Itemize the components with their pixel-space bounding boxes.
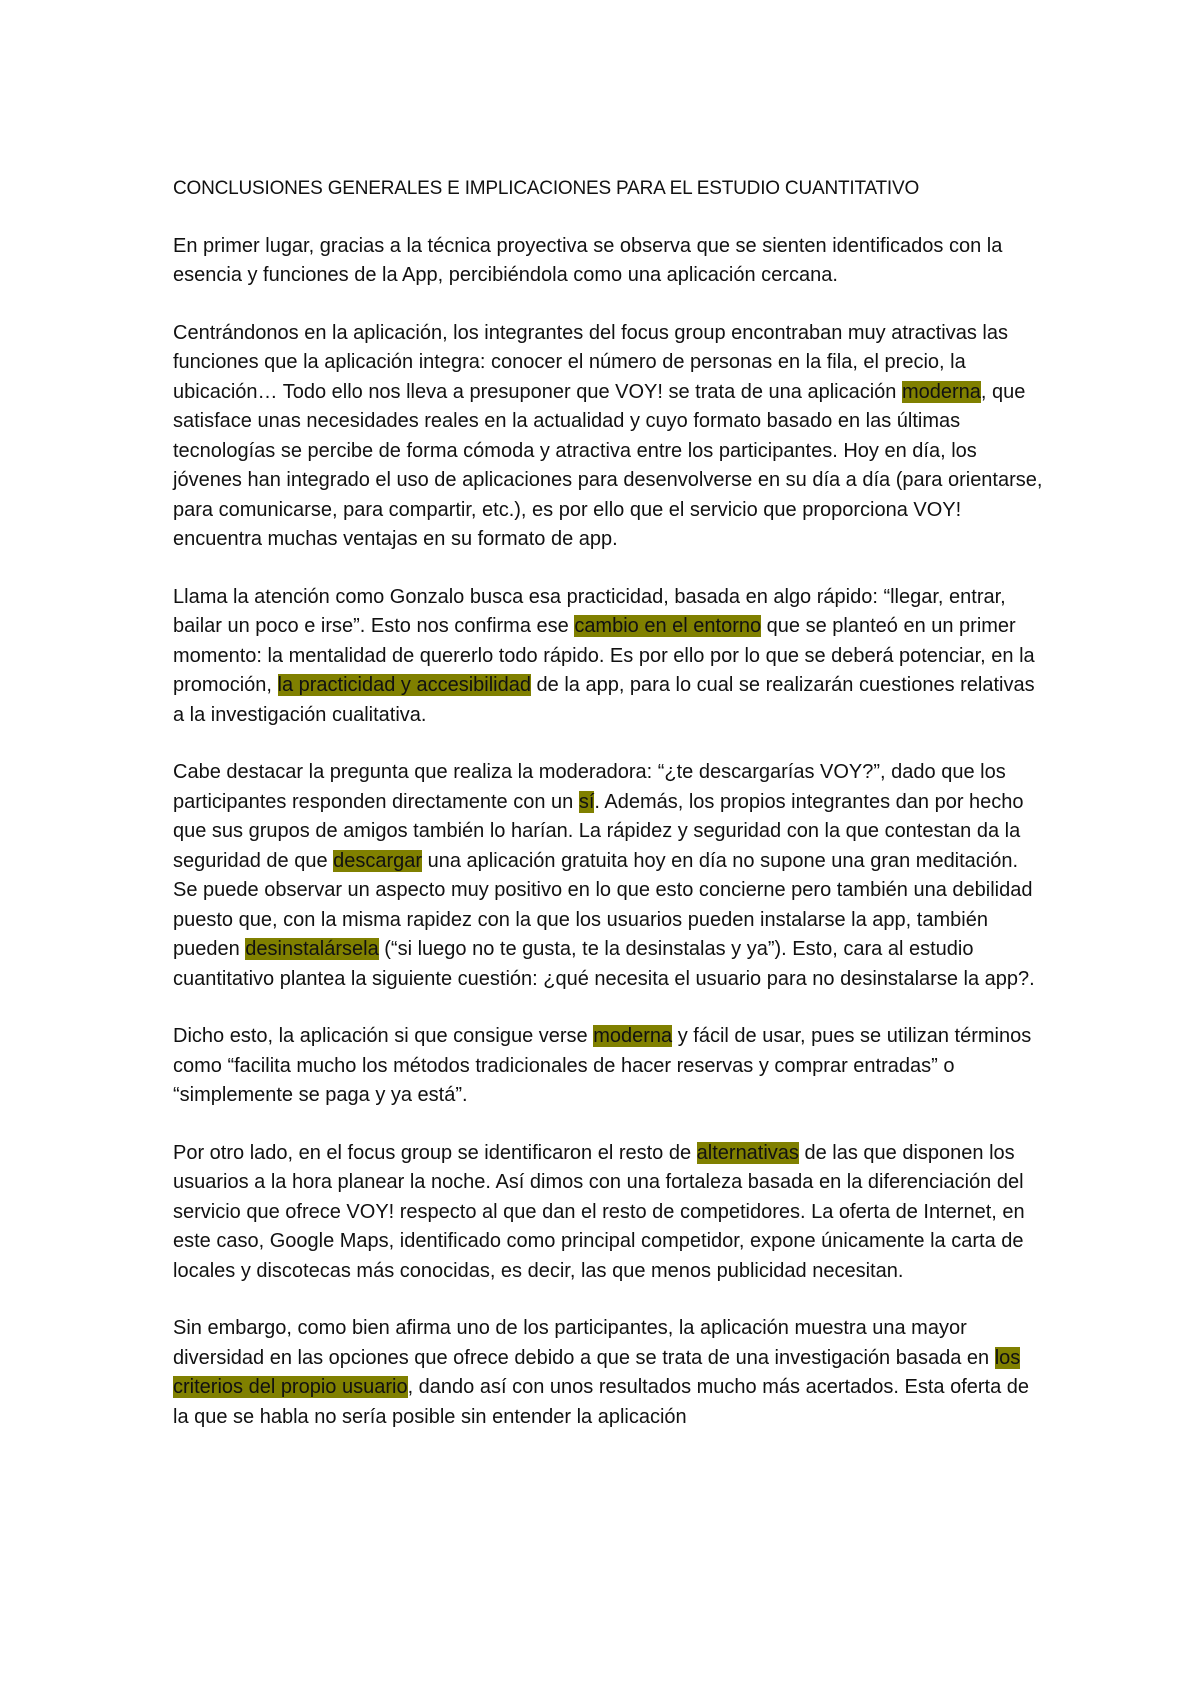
- document-body: [173, 174, 1043, 1460]
- paragraph-text: Cabe destacar la pregunta que realiza la moderadora: “¿te descargarías VOY?”, dado que los participantes responden directamente con un: [173, 761, 1006, 813]
- paragraph-text: . Además, los propios integrantes dan por hecho que sus grupos de amigos también lo harían. La rápidez y seguridad con la que contestan da la seguridad de que: [173, 790, 1024, 872]
- paragraph-text: que se planteó en un primer momento: la mentalidad de quererlo todo rápido. Es por ello por lo que se deberá potenciar, en la promoción,: [173, 615, 1035, 696]
- highlighted-phrase: alternativas: [696, 1141, 799, 1164]
- highlighted-phrase: moderna: [901, 380, 981, 403]
- paragraph-list: [173, 232, 1043, 1433]
- paragraph-text: una aplicación gratuita hoy en día no supone una gran meditación. Se puede observar un aspecto muy positivo en lo que esto concierne pero también una debilidad puesto que, con la misma rapidez con la que los usuarios pueden instalarse la app, también pueden: [173, 849, 1033, 960]
- highlighted-phrase: la practicidad y accesibilidad: [277, 674, 531, 696]
- paragraph-text: , dando así con unos resultados mucho más acertados. Esta oferta de la que se habla no sería posible sin entender la aplicación: [173, 1376, 1030, 1428]
- paragraph-text: Dicho esto, la aplicación si que consigue verse: [173, 1025, 594, 1047]
- paragraph-text: Sin embargo, como bien afirma uno de los participantes, la aplicación muestra una mayor diversidad en las opciones que ofrece debido a que se trata de una investigación basada en: [173, 1317, 995, 1369]
- paragraph-text: (“si luego no te gusta, te la desinstalas y ya”). Esto, cara al estudio cuantitativo plantea la siguiente cuestión: ¿qué necesita el usuario para no desinstalarse la app?.: [173, 938, 1035, 990]
- paragraph: [173, 319, 1043, 555]
- paragraph: [173, 1022, 1043, 1111]
- paragraph-text: de las que disponen los usuarios a la hora planear la noche. Así dimos con una fortaleza basada en la diferenciación del servicio que ofrece VOY! respecto al que dan el resto de competidores. La oferta de Internet, en este caso, Google Maps, identificado como principal competidor, expone únicamente la carta de locales y discotecas más conocidas, es decir, las que menos publicidad necesitan.: [173, 1141, 1025, 1282]
- paragraph-text: de la app, para lo cual se realizarán cuestiones relativas a la investigación cualitativa.: [173, 674, 1035, 726]
- paragraph: [173, 583, 1043, 731]
- paragraph-text: Centrándonos en la aplicación, los integrantes del focus group encontraban muy atractivas las funciones que la aplicación integra: conocer el número de personas en la fila, el precio, la ubicación… Todo ello nos lleva a presuponer que VOY! se trata de una aplicación: [173, 321, 1008, 403]
- paragraph-text: , que satisface unas necesidades reales en la actualidad y cuyo formato basado en las últimas tecnologías se percibe de forma cómoda y atractiva entre los participantes. Hoy en día, los jóvenes han integrado el uso de aplicaciones para desenvolverse en su día a día (para orientarse, para comunicarse, para compartir, etc.), es por ello que el servicio que proporciona VOY! encuentra muchas ventajas en su formato de app.: [173, 380, 1043, 550]
- paragraph-text: En primer lugar, gracias a la técnica proyectiva se observa que se sienten identificados con la esencia y funciones de la App, percibiéndola como una aplicación cercana.: [173, 234, 1003, 286]
- paragraph: [173, 758, 1043, 994]
- paragraph-text: Por otro lado, en el focus group se identificaron el resto de: [173, 1141, 697, 1164]
- paragraph: [173, 1139, 1043, 1287]
- highlighted-phrase: cambio en el entorno: [574, 615, 762, 637]
- paragraph-text: y fácil de usar, pues se utilizan términos como “facilita mucho los métodos tradicionales de hacer reservas y comprar entradas” o “simplemente se paga y ya está”.: [173, 1025, 1032, 1106]
- paragraph: [173, 1314, 1043, 1432]
- highlighted-phrase: moderna: [593, 1025, 673, 1047]
- highlighted-phrase: sí: [578, 790, 595, 813]
- paragraph-text: Llama la atención como Gonzalo busca esa practicidad, basada en algo rápido: “llegar, entrar, bailar un poco e irse”. Esto nos confirma ese: [173, 585, 1006, 637]
- document-title: CONCLUSIONES GENERALES E IMPLICACIONES PARA EL ESTUDIO CUANTITATIVO: [173, 178, 920, 199]
- highlighted-phrase: desinstalársela: [245, 938, 379, 960]
- paragraph: [173, 232, 1043, 291]
- highlighted-phrase: descargar: [333, 849, 423, 872]
- highlighted-phrase: los criterios del propio usuario: [173, 1346, 1021, 1398]
